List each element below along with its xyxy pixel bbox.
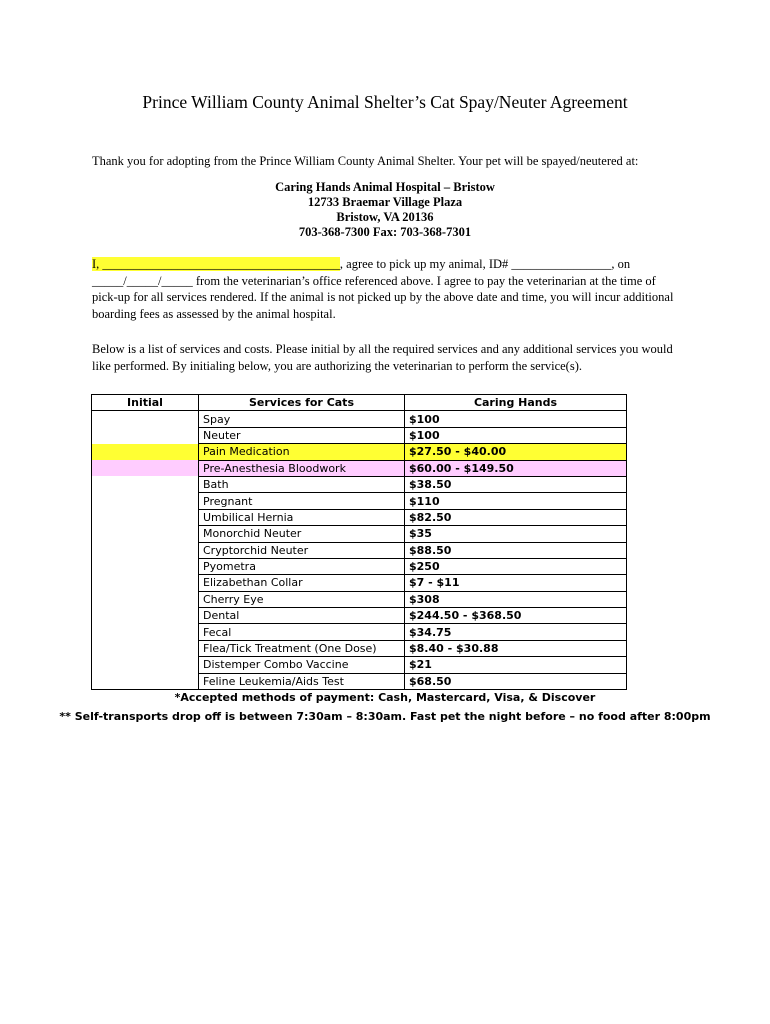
- service-name-cell: Distemper Combo Vaccine: [199, 657, 405, 673]
- table-row: [92, 673, 627, 689]
- price-cell: $110: [405, 493, 627, 509]
- services-table: [91, 394, 627, 690]
- price-cell: $34.75: [405, 624, 627, 640]
- table-row: [92, 575, 627, 591]
- initial-cell[interactable]: [92, 444, 199, 460]
- service-name-cell: Feline Leukemia/Aids Test: [199, 673, 405, 689]
- price-cell: $7 - $11: [405, 575, 627, 591]
- initial-cell[interactable]: [92, 608, 199, 624]
- hospital-name: Caring Hands Animal Hospital – Bristow: [275, 180, 495, 194]
- initial-cell[interactable]: [92, 460, 199, 476]
- agreement-line-3: pick-up for all services rendered. If the animal is not picked up by the above date and time, you will incur additional: [92, 290, 674, 304]
- table-row: [92, 493, 627, 509]
- service-name-cell: Pre-Anesthesia Bloodwork: [199, 460, 405, 476]
- service-name-cell: Cherry Eye: [199, 591, 405, 607]
- header-price: Caring Hands: [405, 395, 627, 411]
- table-row: [92, 657, 627, 673]
- table-row: [92, 526, 627, 542]
- initial-cell[interactable]: [92, 526, 199, 542]
- initial-cell[interactable]: [92, 558, 199, 574]
- price-cell: $38.50: [405, 476, 627, 492]
- service-name-cell: Pyometra: [199, 558, 405, 574]
- initial-cell[interactable]: [92, 591, 199, 607]
- price-cell: $21: [405, 657, 627, 673]
- agreement-line-4: boarding fees as assessed by the animal hospital.: [92, 306, 336, 321]
- table-row: [92, 558, 627, 574]
- initial-cell[interactable]: [92, 493, 199, 509]
- service-name-cell: Neuter: [199, 427, 405, 443]
- services-instructions-line-2: like performed. By initialing below, you are authorizing the veterinarian to perform the service(s).: [92, 358, 582, 373]
- table-row: [92, 476, 627, 492]
- service-name-cell: Spay: [199, 411, 405, 427]
- price-cell: $244.50 - $368.50: [405, 608, 627, 624]
- table-row: [92, 542, 627, 558]
- initial-cell[interactable]: [92, 509, 199, 525]
- agreement-line-1: [92, 256, 692, 273]
- hospital-street: 12733 Braemar Village Plaza: [307, 195, 463, 209]
- initial-cell[interactable]: [92, 476, 199, 492]
- services-instructions-line-1: Below is a list of services and costs. Please initial by all the required services and any additional services you would: [92, 342, 673, 356]
- table-row: [92, 591, 627, 607]
- initial-cell[interactable]: [92, 411, 199, 427]
- price-cell: $88.50: [405, 542, 627, 558]
- price-cell: $250: [405, 558, 627, 574]
- service-name-cell: Pain Medication: [199, 444, 405, 460]
- table-row: [92, 460, 627, 476]
- price-cell: $8.40 - $30.88: [405, 640, 627, 656]
- price-cell: $100: [405, 427, 627, 443]
- hospital-phones: 703-368-7300 Fax: 703-368-7301: [298, 225, 472, 239]
- initial-cell[interactable]: [92, 657, 199, 673]
- price-cell: $60.00 - $149.50: [405, 460, 627, 476]
- agreement-paragraph: [92, 256, 692, 322]
- table-header-row: [92, 395, 627, 411]
- initial-cell[interactable]: [92, 427, 199, 443]
- services-instructions: [92, 341, 692, 374]
- price-cell: $308: [405, 591, 627, 607]
- services-table-body: [92, 411, 627, 690]
- service-name-cell: Umbilical Hernia: [199, 509, 405, 525]
- initial-cell[interactable]: [92, 640, 199, 656]
- initial-cell[interactable]: [92, 673, 199, 689]
- name-blank-field[interactable]: I, ______________________________________: [92, 257, 340, 271]
- header-services: Services for Cats: [199, 395, 405, 411]
- initial-cell[interactable]: [92, 575, 199, 591]
- service-name-cell: Monorchid Neuter: [199, 526, 405, 542]
- price-cell: $27.50 - $40.00: [405, 444, 627, 460]
- table-row: [92, 624, 627, 640]
- price-cell: $68.50: [405, 673, 627, 689]
- service-name-cell: Pregnant: [199, 493, 405, 509]
- page-title: Prince William County Animal Shelter’s Cat Spay/Neuter Agreement: [142, 92, 628, 112]
- table-row: [92, 427, 627, 443]
- payment-note: *Accepted methods of payment: Cash, Mastercard, Visa, & Discover: [174, 691, 596, 704]
- service-name-cell: Fecal: [199, 624, 405, 640]
- price-cell: $100: [405, 411, 627, 427]
- agreement-line-2: _____/_____/_____ from the veterinarian’s office referenced above. I agree to pay the veterinarian at the time of: [92, 273, 656, 288]
- table-row: [92, 509, 627, 525]
- table-row: [92, 411, 627, 427]
- table-row: [92, 444, 627, 460]
- intro-text: Thank you for adopting from the Prince William County Animal Shelter. Your pet will be spayed/neutered at:: [92, 154, 639, 168]
- service-name-cell: Bath: [199, 476, 405, 492]
- table-row: [92, 640, 627, 656]
- initial-cell[interactable]: [92, 624, 199, 640]
- service-name-cell: Dental: [199, 608, 405, 624]
- price-cell: $35: [405, 526, 627, 542]
- header-initial: Initial: [92, 395, 199, 411]
- table-row: [92, 608, 627, 624]
- hospital-address: [0, 180, 770, 240]
- agreement-line-1-rest: , agree to pick up my animal, ID# ________________, on: [339, 257, 631, 271]
- service-name-cell: Cryptorchid Neuter: [199, 542, 405, 558]
- dropoff-note: ** Self-transports drop off is between 7:30am – 8:30am. Fast pet the night before – no food after 8:00pm: [59, 710, 711, 723]
- initial-cell[interactable]: [92, 542, 199, 558]
- price-cell: $82.50: [405, 509, 627, 525]
- service-name-cell: Elizabethan Collar: [199, 575, 405, 591]
- service-name-cell: Flea/Tick Treatment (One Dose): [199, 640, 405, 656]
- hospital-city: Bristow, VA 20136: [336, 210, 434, 224]
